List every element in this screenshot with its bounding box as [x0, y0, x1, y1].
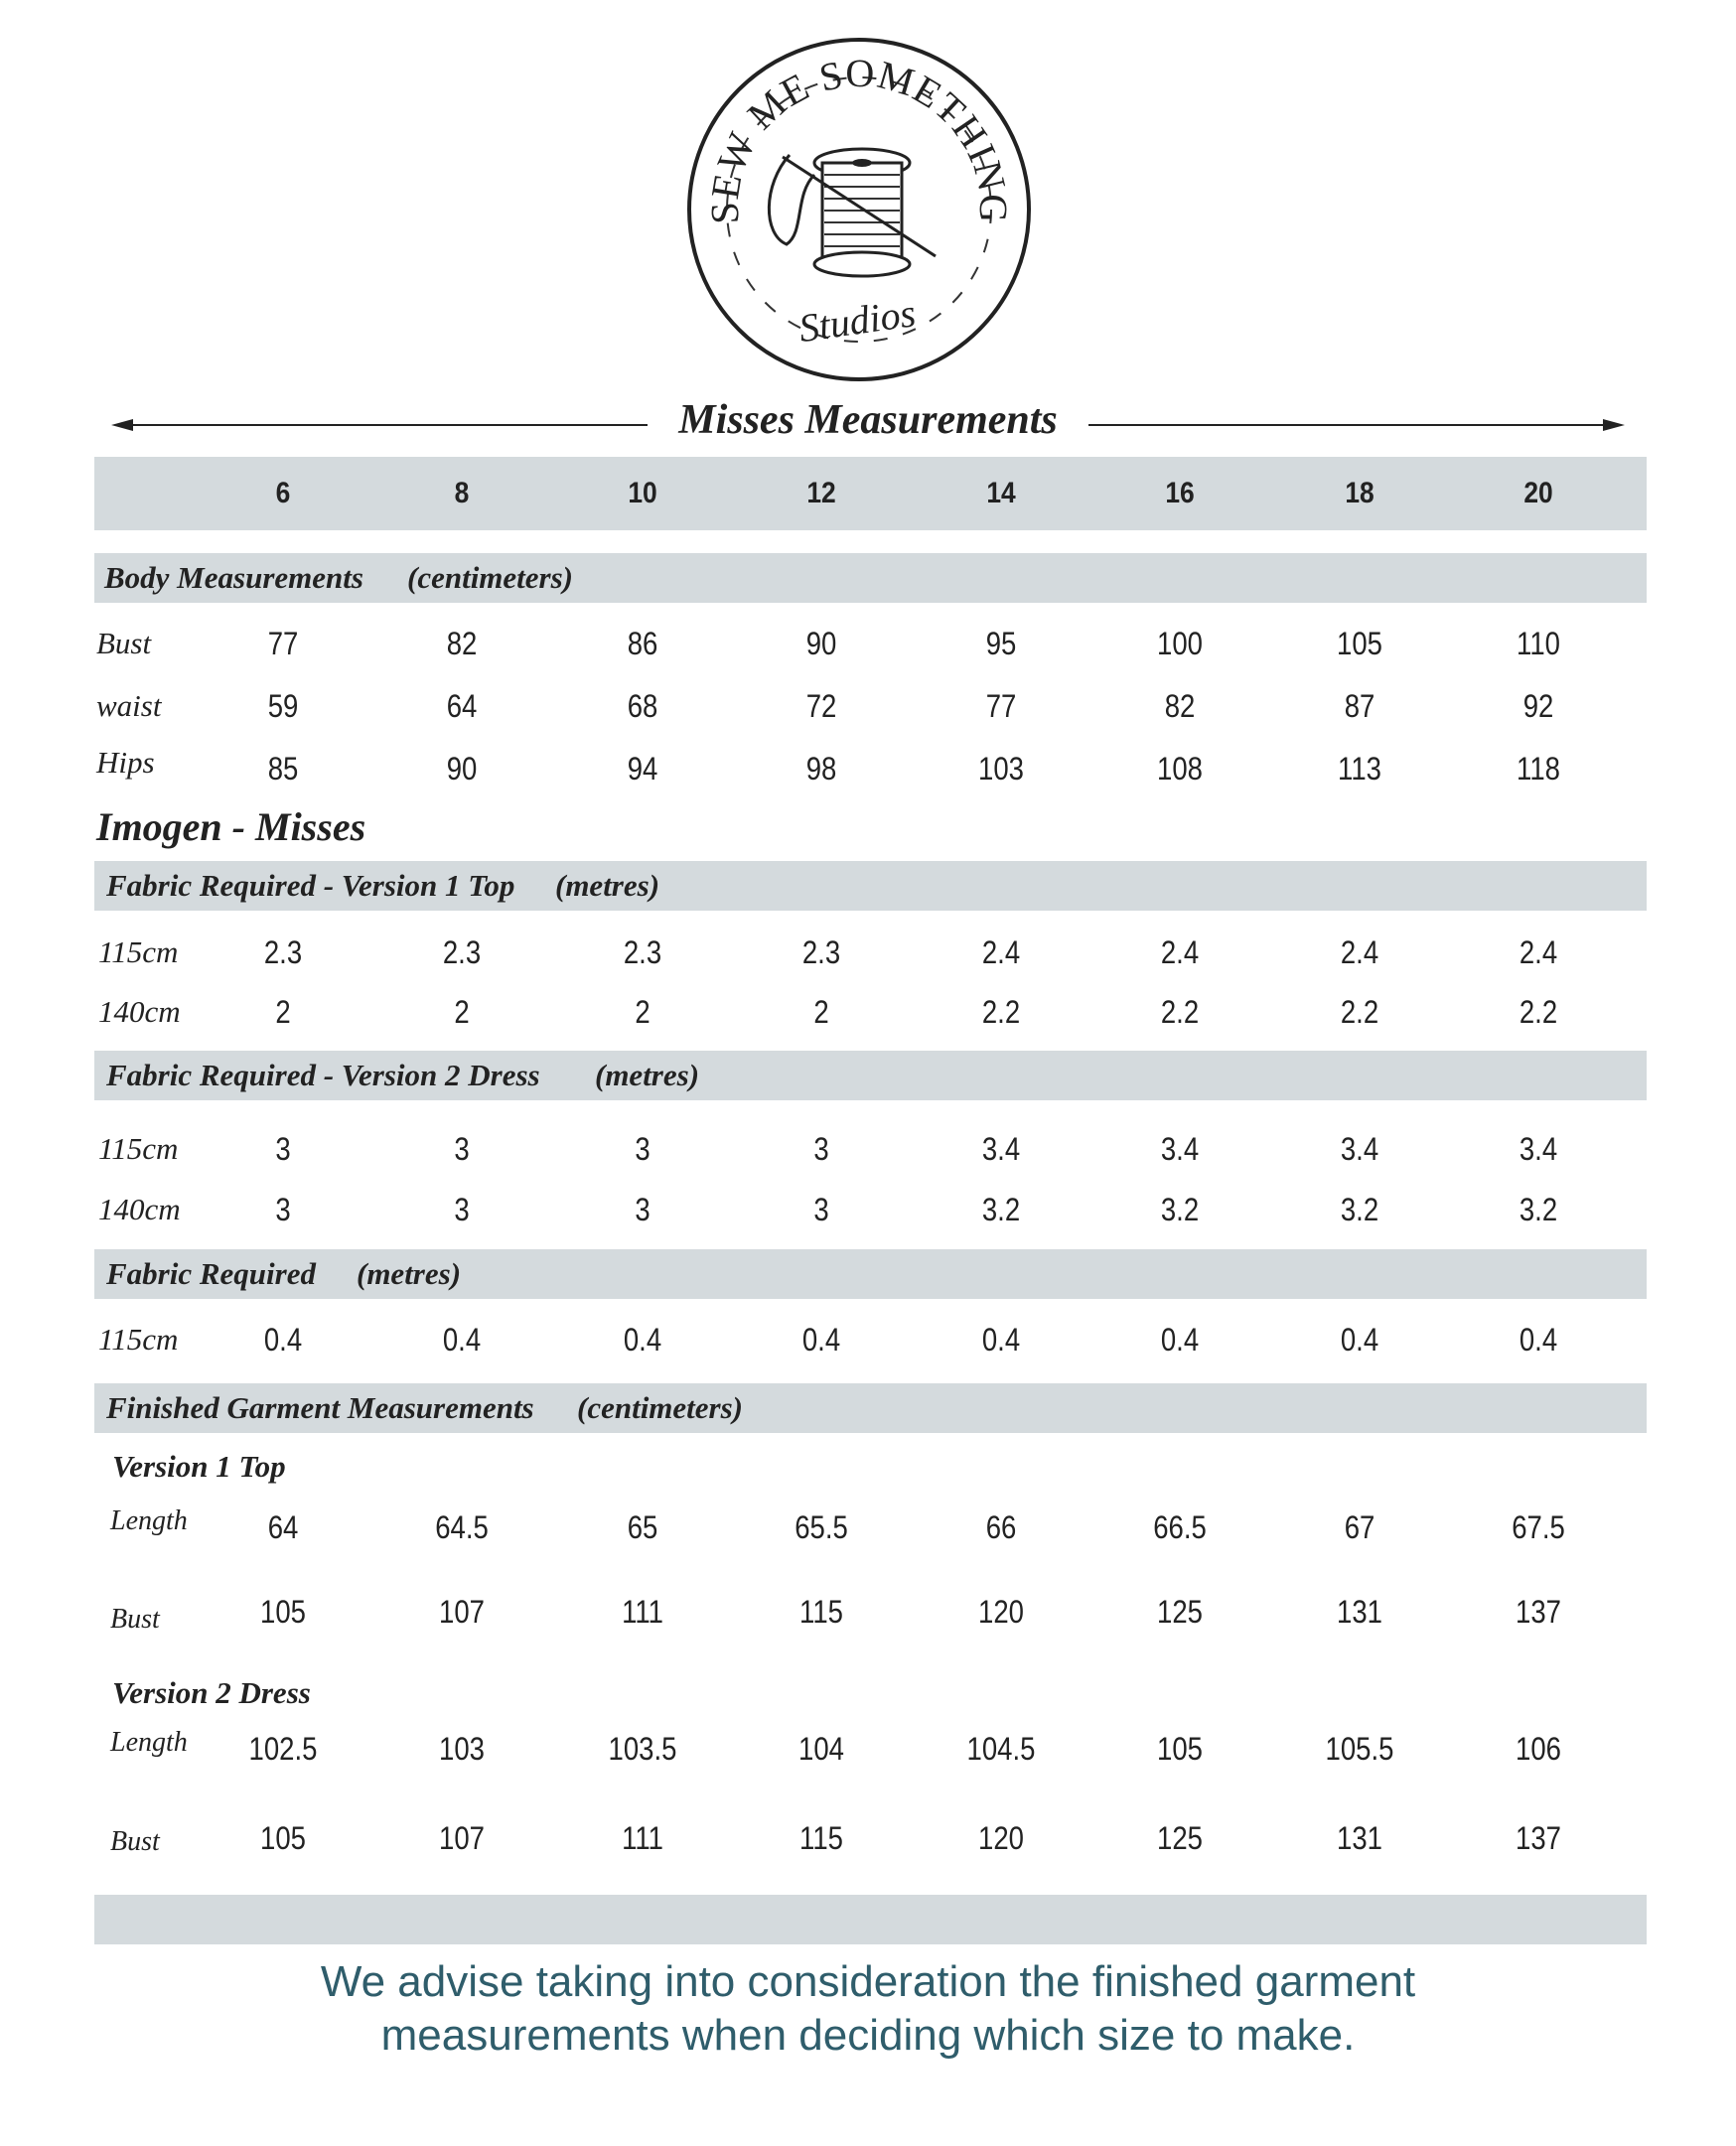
table-cell: 82 [1164, 688, 1196, 724]
table-cell: 0.4 [801, 1322, 841, 1358]
table-row [0, 683, 1736, 729]
table-cell: 3.4 [981, 1131, 1021, 1167]
row-label: waist [96, 688, 162, 723]
table-cell: 0.4 [1340, 1322, 1379, 1358]
table-cell: 2.3 [263, 934, 303, 970]
table-cell: 118 [1517, 751, 1560, 787]
table-cell: 94 [627, 751, 658, 787]
row-label: 115cm [98, 934, 179, 969]
table-cell: 66.5 [1153, 1509, 1207, 1545]
table-cell: 108 [1157, 751, 1203, 787]
row-label: 115cm [98, 1131, 179, 1166]
table-cell: 59 [267, 688, 299, 724]
table-cell: 2.4 [1340, 934, 1379, 970]
table-cell: 0.4 [263, 1322, 303, 1358]
table-cell: 137 [1516, 1594, 1561, 1630]
table-cell: 105 [1337, 626, 1382, 661]
table-cell: 95 [985, 626, 1017, 661]
row-label: Length [110, 1727, 188, 1758]
table-cell: 107 [439, 1594, 485, 1630]
logo [685, 36, 1033, 383]
spool-icon [814, 149, 910, 276]
logo-seal [685, 36, 1033, 383]
table-cell: 105 [260, 1820, 306, 1856]
table-cell: 64 [267, 1509, 299, 1545]
table-cell: 131 [1337, 1820, 1382, 1856]
size-header-cell: 12 [806, 477, 836, 509]
table-cell: 64.5 [435, 1509, 489, 1545]
table-cell: 115 [799, 1820, 843, 1856]
title-arrow-right [1088, 417, 1625, 433]
page-title: Misses Measurements [678, 397, 1058, 443]
logo-bottom-text: Studios [796, 290, 919, 352]
table-row [0, 1126, 1736, 1172]
table-cell: 90 [446, 751, 478, 787]
table-footer-band [94, 1895, 1647, 1944]
row-label: Length [110, 1505, 188, 1536]
table-cell: 2 [813, 994, 829, 1030]
table-cell: 115 [799, 1594, 843, 1630]
table-row [0, 1187, 1736, 1232]
row-label: 115cm [98, 1322, 179, 1357]
size-header-cell: 8 [454, 477, 470, 509]
table-cell: 2.3 [801, 934, 841, 970]
table-cell: 105 [1157, 1731, 1203, 1767]
table-cell: 90 [805, 626, 837, 661]
table-cell: 92 [1522, 688, 1554, 724]
section-band-fabric [94, 1249, 1647, 1299]
table-cell: 0.4 [981, 1322, 1021, 1358]
row-label: Hips [96, 745, 155, 780]
table-cell: 68 [627, 688, 658, 724]
table-cell: 82 [446, 626, 478, 661]
table-cell: 105 [260, 1594, 306, 1630]
table-cell: 125 [1157, 1820, 1203, 1856]
table-cell: 2.2 [1160, 994, 1200, 1030]
table-row [0, 1726, 1736, 1772]
table-row [0, 1815, 1736, 1861]
table-cell: 2 [454, 994, 470, 1030]
table-cell: 86 [627, 626, 658, 661]
table-cell: 110 [1517, 626, 1560, 661]
table-cell: 3 [813, 1131, 829, 1167]
advice-note-line-1: We advise taking into consideration the finished garment [320, 1957, 1416, 2006]
section-unit: (centimeters) [407, 560, 574, 595]
table-cell: 103 [978, 751, 1024, 787]
table-cell: 104 [798, 1731, 844, 1767]
table-cell: 0.4 [1160, 1322, 1200, 1358]
table-cell: 3.4 [1340, 1131, 1379, 1167]
table-cell: 111 [622, 1820, 663, 1856]
section-heading: Fabric Required - Version 2 Dress [106, 1058, 540, 1092]
size-header-cell: 10 [628, 477, 657, 509]
table-cell: 77 [985, 688, 1017, 724]
table-cell: 65 [627, 1509, 658, 1545]
table-cell: 105.5 [1325, 1731, 1394, 1767]
section-band-fabric-v1 [94, 861, 1647, 911]
row-label: Bust [96, 626, 152, 660]
row-label: 140cm [98, 1192, 181, 1226]
table-cell: 131 [1337, 1594, 1382, 1630]
subsection-heading-v2: Version 2 Dress [112, 1675, 311, 1710]
table-row [0, 1317, 1736, 1362]
table-cell: 0.4 [442, 1322, 482, 1358]
table-row [0, 1504, 1736, 1550]
table-cell: 2.2 [981, 994, 1021, 1030]
table-cell: 2.4 [1519, 934, 1558, 970]
section-heading: Fabric Required [106, 1256, 316, 1291]
section-band-finished [94, 1383, 1647, 1433]
table-cell: 111 [622, 1594, 663, 1630]
size-header-cell: 14 [986, 477, 1016, 509]
table-cell: 103.5 [608, 1731, 677, 1767]
table-cell: 3 [275, 1192, 291, 1227]
table-cell: 120 [978, 1594, 1024, 1630]
size-header-cell: 16 [1165, 477, 1195, 509]
table-cell: 65.5 [795, 1509, 848, 1545]
table-cell: 3 [275, 1131, 291, 1167]
section-unit: (metres) [595, 1058, 700, 1092]
table-cell: 2.3 [442, 934, 482, 970]
table-row [0, 746, 1736, 791]
table-cell: 3 [635, 1192, 651, 1227]
table-cell: 102.5 [248, 1731, 318, 1767]
table-cell: 103 [439, 1731, 485, 1767]
section-unit: (metres) [555, 868, 660, 903]
section-unit: (metres) [357, 1256, 462, 1291]
table-cell: 3.4 [1519, 1131, 1558, 1167]
table-cell: 3 [635, 1131, 651, 1167]
table-cell: 2 [635, 994, 651, 1030]
table-cell: 3.2 [981, 1192, 1021, 1227]
table-cell: 107 [439, 1820, 485, 1856]
table-cell: 67 [1344, 1509, 1375, 1545]
table-cell: 0.4 [623, 1322, 662, 1358]
table-cell: 67.5 [1512, 1509, 1565, 1545]
table-cell: 3 [454, 1131, 470, 1167]
table-cell: 106 [1516, 1731, 1561, 1767]
table-cell: 3 [454, 1192, 470, 1227]
table-row [0, 930, 1736, 975]
table-cell: 104.5 [966, 1731, 1036, 1767]
table-cell: 87 [1344, 688, 1375, 724]
logo-top-text: SEW ME SOMETHING [701, 50, 1017, 225]
table-cell: 64 [446, 688, 478, 724]
table-cell: 2 [275, 994, 291, 1030]
row-label: Bust [110, 1604, 160, 1635]
table-cell: 2.4 [1160, 934, 1200, 970]
size-header-cell: 20 [1523, 477, 1553, 509]
size-header-cell: 18 [1345, 477, 1374, 509]
table-cell: 2.4 [981, 934, 1021, 970]
table-cell: 85 [267, 751, 299, 787]
table-row [0, 1589, 1736, 1635]
table-cell: 66 [985, 1509, 1017, 1545]
table-cell: 3.4 [1160, 1131, 1200, 1167]
section-heading: Body Measurements [104, 560, 363, 595]
section-band-fabric-v2 [94, 1051, 1647, 1100]
section-band-body [94, 553, 1647, 603]
table-cell: 3.2 [1519, 1192, 1558, 1227]
table-cell: 72 [805, 688, 837, 724]
table-cell: 98 [805, 751, 837, 787]
table-cell: 125 [1157, 1594, 1203, 1630]
table-cell: 2.3 [623, 934, 662, 970]
table-cell: 100 [1157, 626, 1203, 661]
advice-note-line-2: measurements when deciding which size to make. [380, 2011, 1356, 2060]
table-cell: 137 [1516, 1820, 1561, 1856]
table-cell: 0.4 [1519, 1322, 1558, 1358]
title-arrow-left [111, 417, 648, 433]
table-cell: 3.2 [1160, 1192, 1200, 1227]
table-row [0, 621, 1736, 666]
table-cell: 77 [267, 626, 299, 661]
pattern-title: Imogen - Misses [96, 804, 366, 849]
row-label: Bust [110, 1826, 160, 1857]
subsection-heading-v1: Version 1 Top [112, 1449, 286, 1484]
section-unit: (centimeters) [577, 1390, 744, 1425]
table-cell: 3 [813, 1192, 829, 1227]
table-cell: 3.2 [1340, 1192, 1379, 1227]
table-cell: 2.2 [1519, 994, 1558, 1030]
size-header-cell: 6 [275, 477, 291, 509]
row-label: 140cm [98, 994, 181, 1029]
table-cell: 2.2 [1340, 994, 1379, 1030]
size-header [94, 457, 1647, 530]
table-cell: 113 [1338, 751, 1381, 787]
table-row [0, 989, 1736, 1035]
section-heading: Finished Garment Measurements [106, 1390, 534, 1425]
table-cell: 120 [978, 1820, 1024, 1856]
section-heading: Fabric Required - Version 1 Top [106, 868, 515, 903]
